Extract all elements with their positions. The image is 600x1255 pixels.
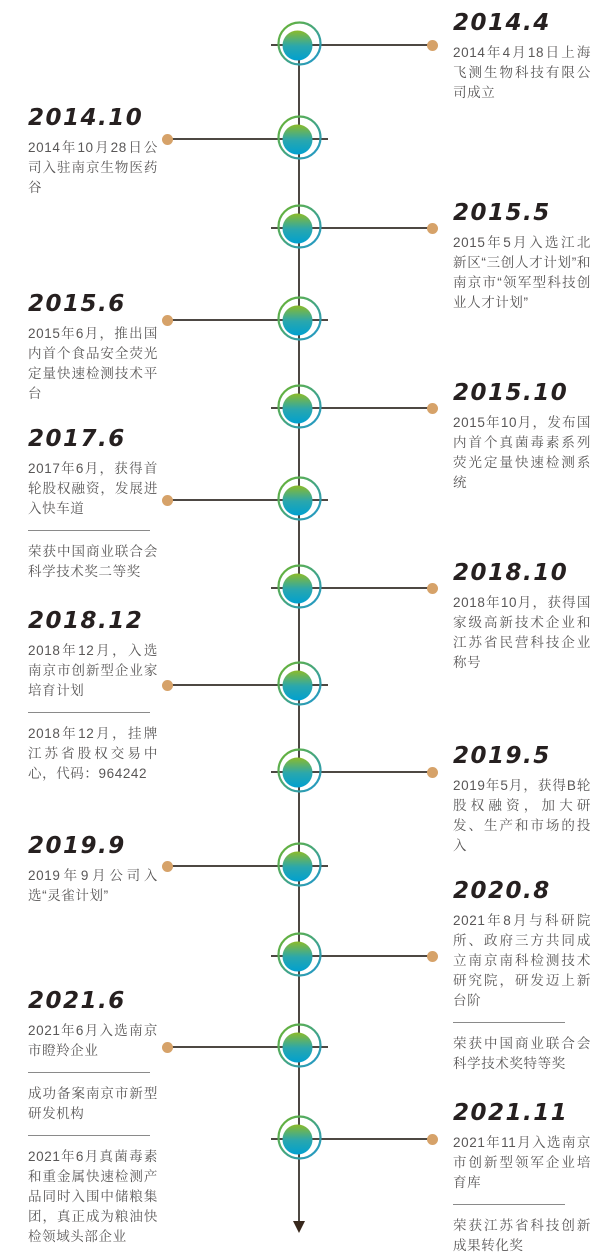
connector-dot-icon [162,495,173,506]
timeline-node-icon [275,748,323,796]
entry-date: 2014.4 [453,10,551,36]
timeline-node-icon [275,564,323,612]
arrow-down-icon [293,1221,305,1233]
timeline-entry [453,1102,591,1255]
timeline-node-icon [275,661,323,709]
connector-dot-icon [162,1042,173,1053]
entry-paragraph: 2015年10月，发布国内首个真菌毒素系列荧光定量快速检测系统 [453,415,591,490]
connector-dot-icon [427,767,438,778]
connector-dot-icon [427,223,438,234]
entry-paragraph: 2021年8月与科研院所、政府三方共同成立南京南科检测技术研究院，研发迈上新台阶 [453,913,591,1008]
entry-paragraph: 2018年12月，挂牌江苏省股权交易中心，代码：964242 [28,725,158,781]
entry-date: 2014.10 [28,105,144,131]
timeline-entry [28,835,158,906]
paragraph-divider [453,1204,565,1205]
timeline-entry [453,382,591,493]
connector-dot-icon [427,403,438,414]
entry-date: 2015.10 [453,380,569,406]
timeline-node-icon [275,476,323,524]
entry-paragraph: 荣获中国商业联合会科学技术奖特等奖 [453,1035,591,1071]
timeline-entry [453,745,591,856]
entry-paragraph: 2014年10月28日公司入驻南京生物医药谷 [28,140,158,195]
entry-paragraph: 成功备案南京市新型研发机构 [28,1085,158,1121]
entry-date: 2017.6 [28,426,126,452]
paragraph-divider [28,712,150,713]
timeline-node-icon [275,204,323,252]
paragraph-divider [453,1022,565,1023]
timeline-entry [28,990,158,1247]
timeline-entry [453,12,591,103]
entry-paragraph: 2018年10月，获得国家级高新技术企业和江苏省民营科技企业称号 [453,595,591,670]
entry-date: 2020.8 [453,878,551,904]
entry-date: 2021.11 [453,1100,569,1126]
entry-date: 2019.5 [453,743,551,769]
timeline-entry [28,293,158,404]
paragraph-divider [28,1072,150,1073]
entry-paragraph: 2019年5月，获得B轮股权融资，加大研发、生产和市场的投入 [453,778,591,853]
connector-dot-icon [162,134,173,145]
entry-paragraph: 2015年6月，推出国内首个食品安全荧光定量快速检测技术平台 [28,326,158,401]
entry-paragraph: 2021年11月入选南京市创新型领军企业培育库 [453,1135,591,1190]
entry-paragraph: 2017年6月，获得首轮股权融资，发展进入快车道 [28,461,158,516]
connector-dot-icon [162,861,173,872]
entry-date: 2018.10 [453,560,569,586]
entry-paragraph: 2014年4月18日上海飞测生物科技有限公司成立 [453,45,591,100]
timeline-entry [453,202,591,313]
entry-paragraph: 2018年12月，入选南京市创新型企业家培育计划 [28,643,158,698]
entry-date: 2021.6 [28,988,126,1014]
timeline-entry [28,428,158,582]
timeline-entry [453,562,591,673]
timeline-node-icon [275,115,323,163]
entry-date: 2015.5 [453,200,551,226]
entry-paragraph: 2021年6月真菌毒素和重金属快速检测产品同时入围中储粮集团，真正成为粮油快检领域头部企业 [28,1148,158,1244]
entry-paragraph: 2019年9月公司入选“灵雀计划” [28,868,158,903]
entry-paragraph: 荣获江苏省科技创新成果转化奖 [453,1217,591,1253]
timeline-entry [453,880,591,1074]
timeline-entry [28,107,158,198]
entry-date: 2018.12 [28,608,144,634]
entry-date: 2015.6 [28,291,126,317]
connector-dot-icon [427,951,438,962]
timeline-node-icon [275,21,323,69]
paragraph-divider [28,1135,150,1136]
connector-dot-icon [427,583,438,594]
entry-paragraph: 2015年5月入选江北新区“三创人才计划”和南京市“领军型科技创业人才计划” [453,235,591,310]
timeline-node-icon [275,842,323,890]
paragraph-divider [28,530,150,531]
entry-paragraph: 荣获中国商业联合会科学技术奖二等奖 [28,543,158,579]
entry-paragraph: 2021年6月入选南京市瞪羚企业 [28,1023,158,1058]
timeline-entry [28,610,158,784]
timeline-node-icon [275,932,323,980]
timeline-node-icon [275,384,323,432]
timeline-node-icon [275,1023,323,1071]
entry-date: 2019.9 [28,833,126,859]
connector-dot-icon [162,315,173,326]
connector-dot-icon [162,680,173,691]
timeline-node-icon [275,1115,323,1163]
connector-dot-icon [427,40,438,51]
connector-dot-icon [427,1134,438,1145]
timeline-node-icon [275,296,323,344]
